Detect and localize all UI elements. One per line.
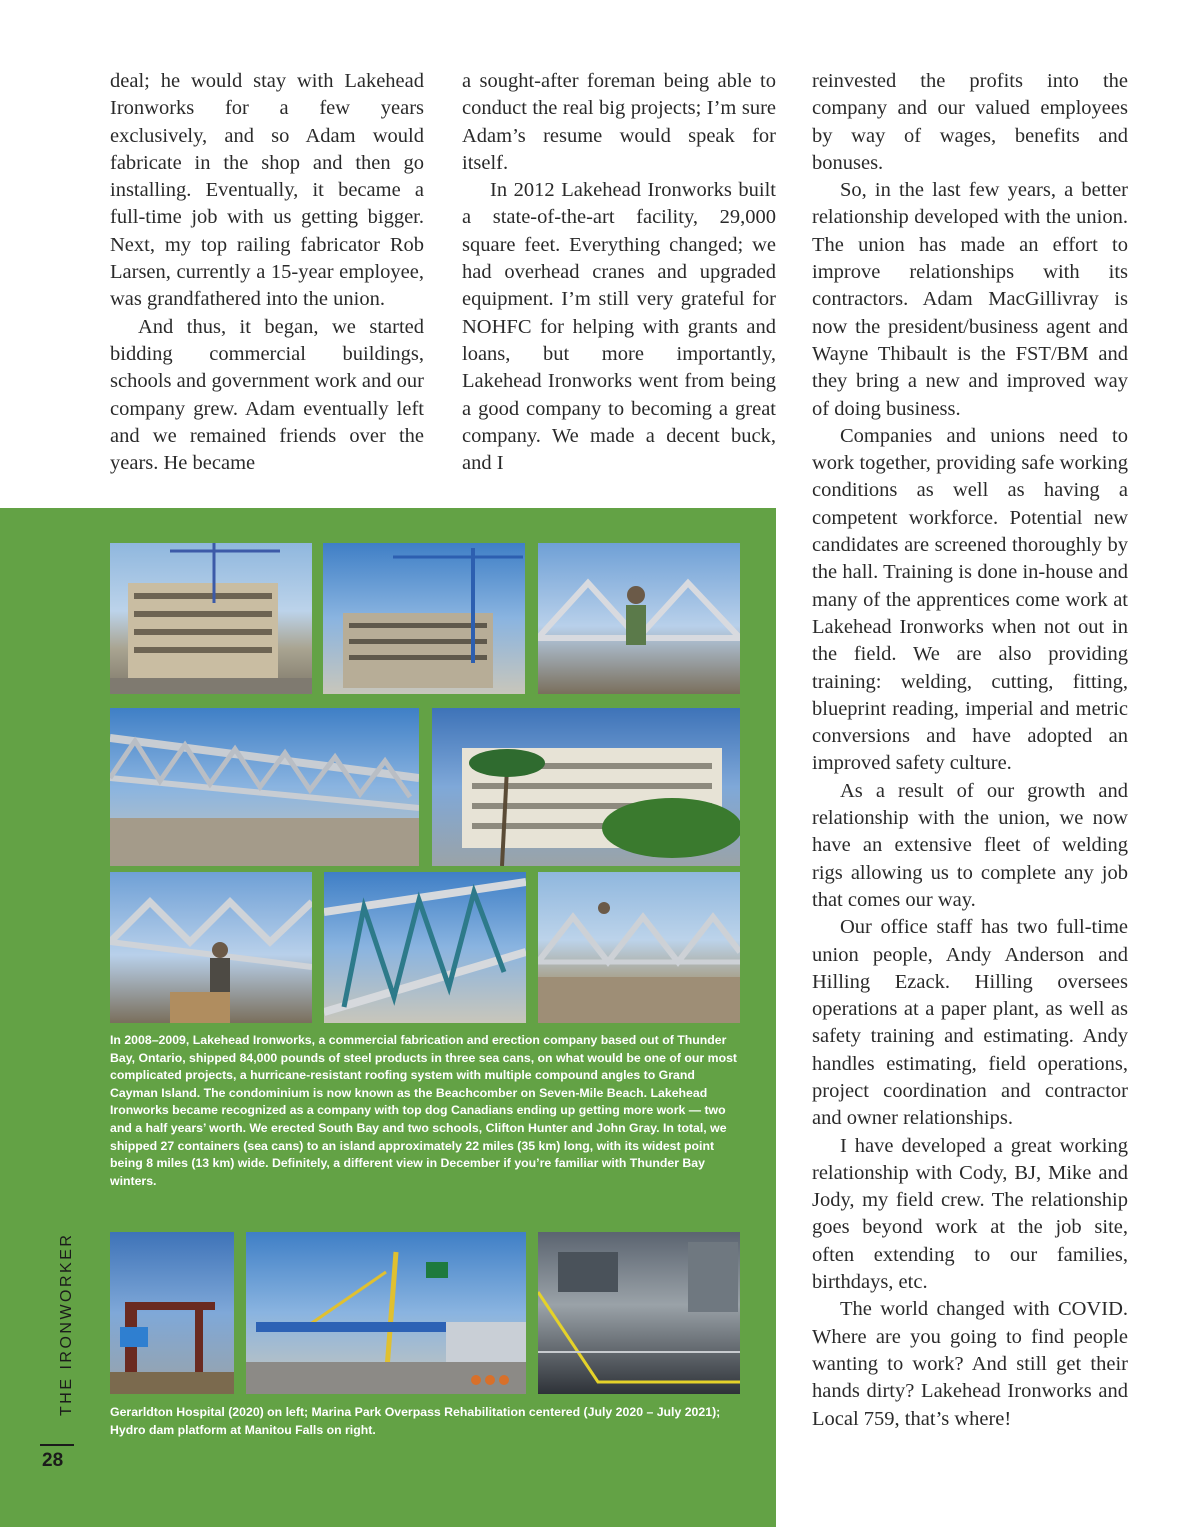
paragraph: a sought-after foreman being able to conduct the real big projects; I’m sure Adam’s resume would speak for itself. [462, 70, 776, 174]
photo-tower-crane [323, 543, 525, 694]
divider [40, 1444, 74, 1446]
photo-geraldton-hospital [110, 1232, 234, 1394]
photo-panel [0, 508, 776, 1527]
paragraph: And thus, it began, we started bidding commercial buildings, schools and government work and our company grew. Adam eventually left and we remained friends over the years. He became [110, 315, 424, 475]
paragraph: I have developed a great working relationship with Cody, BJ, Mike and Jody, my field crew. The relationship goes beyond work at the job site, often extending to our families, birthdays, etc. [812, 1134, 1128, 1294]
article-column-1 [110, 68, 424, 477]
photo-manitou-falls-hydro-platform [538, 1232, 740, 1394]
paragraph: Companies and unions need to work together, providing safe working conditions as well as having a competent workforce. Potential new candidates are screened thoroughly by the hall. Training is done in-house and many of the apprentices come work at Lakehead Ironworks when not out in the field. We are also providing training: welding, cutting, fitting, blueprint reading, imperial and metric conversions and have adopted an improved safety culture. [812, 424, 1128, 775]
photo-worker-truss-low [110, 872, 312, 1023]
photo-construction-building [110, 543, 312, 694]
photo-workers-on-roof [538, 872, 740, 1023]
photo-roof-trusses [110, 708, 419, 866]
page-number: 28 [42, 1450, 64, 1471]
article-column-3 [812, 68, 1128, 1433]
paragraph: In 2012 Lakehead Ironworks built a state-of-the-art facility, 29,000 square feet. Everything changed; we had overhead cranes and upgraded equipment. I’m still very grateful for NOHFC for helping with grants and loans, but more importantly, Lakehead Ironworks went from being a good company to becoming a great company. We made a decent buck, and I [462, 179, 776, 475]
photo-marina-park-overpass [246, 1232, 526, 1394]
paragraph: The world changed with COVID. Where are you going to find people wanting to work? And still get their hands dirty? Lakehead Ironworks and Local 759, that’s where! [812, 1298, 1128, 1430]
article-column-2 [462, 68, 776, 477]
photo-caption-recent-projects: Gerarldton Hospital (2020) on left; Marina Park Overpass Rehabilitation centered (July 2020 – July 2021); Hydro dam platform at Manitou Falls on right. [110, 1405, 721, 1437]
photo-looking-up-trusses [324, 872, 526, 1023]
paragraph: So, in the last few years, a better relationship developed with the union. The union has made an effort to improve relationships with its contractors. Adam MacGillivray is now the president/business agent and Wayne Thibault is the FST/BM and they bring a new and improved way of doing business. [812, 179, 1128, 420]
paragraph: Our office staff has two full-time union people, Andy Anderson and Hilling Ezack. Hilling oversees operations at a paper plant, as well as safety training and estimating. Andy handles estimating, field operations, project coordination and contractor and owner relationships. [812, 916, 1128, 1130]
paragraph: As a result of our growth and relationship with the union, we now have an extensive fleet of welding rigs allowing us to complete any job that comes our way. [812, 779, 1128, 911]
paragraph: deal; he would stay with Lakehead Ironworks for a few years exclusively, and so Adam would fabricate in the shop and then go installing. Eventually, it became a full-time job with us getting bigger. Next, my top railing fabricator Rob Larsen, currently a 15-year employee, was grandfathered into the union. [110, 70, 424, 311]
photo-worker-on-trusses [538, 543, 740, 694]
photo-beachcomber-condominium [432, 708, 740, 866]
paragraph: reinvested the profits into the company and our valued employees by way of wages, benefits and bonuses. [812, 70, 1128, 174]
photo-caption-grand-cayman: In 2008–2009, Lakehead Ironworks, a commercial fabrication and erection company based out of Thunder Bay, Ontario, shipped 84,000 pounds of steel products in three sea cans, on what would be one of our most complicated projects, a hurricane-resistant roofing system with multiple compound angles to Grand Cayman Island. The condominium is now known as the Beachcomber on Seven-Mile Beach. Lakehead Ironworks became recognized as a company with top dog Canadians ending up getting more work — two and a half years’ worth. We erected South Bay and two schools, Clifton Hunter and John Gray. In total, we shipped 27 containers (sea cans) to an island approximately 22 miles (35 km) long, with its widest point being 8 miles (13 km) wide. Definitely, a different view in December if you’re familiar with Thunder Bay winters. [110, 1033, 738, 1188]
magazine-title: THE IRONWORKER [58, 1232, 75, 1416]
